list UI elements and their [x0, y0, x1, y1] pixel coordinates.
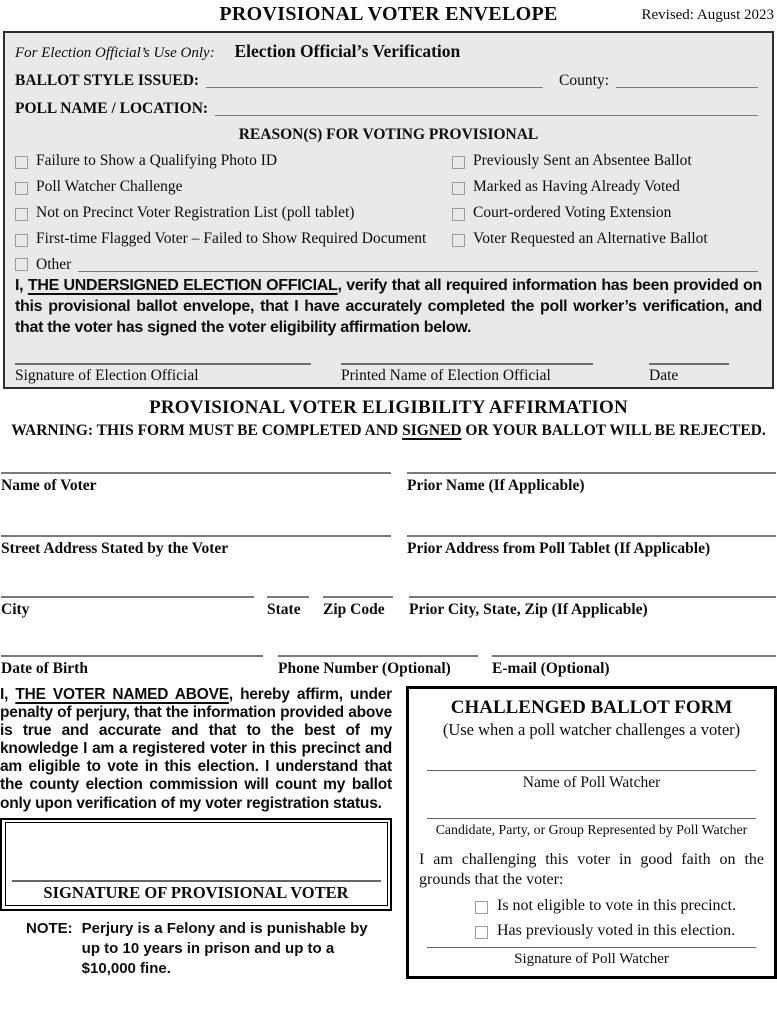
reasons-checkbox-grid [15, 152, 762, 248]
ballot-style-input-line[interactable] [206, 73, 543, 88]
reason-checkbox[interactable] [15, 182, 28, 195]
prior-address-input-line[interactable] [407, 535, 776, 537]
reason-item [15, 204, 452, 222]
verification-title: Election Official’s Verification [234, 41, 461, 61]
dob-field [1, 655, 263, 678]
city-state-zip-row [0, 596, 777, 619]
note-text: Perjury is a Felony and is punishable by up to 10 years in prison and up to a $10,000 fine. [81, 919, 368, 977]
reason-item [15, 230, 452, 248]
challenged-ballot-form-box [406, 686, 777, 979]
provisional-voter-signature-label: SIGNATURE OF PROVISIONAL VOTER [43, 883, 349, 903]
official-signature-row [15, 363, 762, 385]
reason-item [452, 152, 762, 170]
revision-date: Revised: August 2023 [641, 7, 774, 23]
prior-address-label: Prior Address from Poll Tablet (If Applicable) [407, 539, 711, 557]
reason-label: Not on Precinct Voter Registration List (poll tablet) [36, 204, 355, 221]
prior-city-input-line[interactable] [409, 596, 776, 598]
poll-name-row [15, 100, 762, 118]
street-address-input-line[interactable] [1, 535, 391, 537]
official-affirmation-rest: , verify that all required information has been provided on this provisional ballot envelope, that I have accurately completed the poll worker’s verification, and that the voter has signed the voter eligibility affirmation below. [15, 277, 762, 336]
poll-watcher-signature-line[interactable] [427, 947, 756, 948]
phone-field [278, 655, 478, 678]
note-label: NOTE: [26, 919, 73, 937]
reason-label: Poll Watcher Challenge [36, 178, 183, 195]
reason-label: First-time Flagged Voter – Failed to Show Required Document [36, 230, 427, 247]
email-field [492, 655, 776, 678]
reason-other-input-line[interactable] [78, 257, 758, 272]
prior-name-input-line[interactable] [407, 472, 776, 474]
official-signature-field [15, 363, 311, 385]
voter-affirmation-column [0, 686, 392, 979]
reason-item [15, 178, 452, 196]
reasons-section-title: REASON(S) FOR VOTING PROVISIONAL [238, 126, 539, 143]
challenge-ground-checkbox[interactable] [475, 926, 488, 939]
reason-label: Marked as Having Already Voted [473, 178, 680, 195]
city-field [1, 596, 254, 619]
voter-name-field [1, 472, 391, 495]
prior-city-label: Prior City, State, Zip (If Applicable) [409, 600, 648, 618]
phone-label: Phone Number (Optional) [278, 659, 451, 677]
reason-label: Previously Sent an Absentee Ballot [473, 152, 692, 169]
county-label: County: [559, 72, 609, 89]
challenged-ballot-subtitle: (Use when a poll watcher challenges a voter) [442, 719, 741, 739]
reason-checkbox[interactable] [15, 156, 28, 169]
official-printed-name-line[interactable] [341, 363, 593, 365]
reason-checkbox[interactable] [452, 234, 465, 247]
voter-statement-rest: , hereby affirm, under penalty of perjury, that the information provided above is true and accurate and that to the best of my knowledge I am a registered voter in this precinct and am eligible to vote in this election. I understand that the county election commission will count my ballot only upon verification of my voter registration status. [0, 685, 392, 812]
reason-checkbox[interactable] [452, 156, 465, 169]
poll-watcher-name-input-line[interactable] [427, 770, 756, 771]
prior-city-field [409, 596, 776, 619]
email-label: E-mail (Optional) [492, 659, 610, 677]
zip-label: Zip Code [323, 600, 385, 618]
reason-other-checkbox[interactable] [15, 258, 28, 271]
ballot-style-row [15, 72, 762, 90]
official-printed-name-field [341, 363, 593, 385]
state-input-line[interactable] [267, 596, 309, 598]
warning-underlined: SIGNED [402, 421, 462, 439]
reason-label: Failure to Show a Qualifying Photo ID [36, 152, 278, 169]
official-date-label: Date [649, 366, 679, 384]
poll-name-label: POLL NAME / LOCATION: [15, 100, 209, 117]
warning-post: OR YOUR BALLOT WILL BE REJECTED. [461, 421, 766, 439]
bottom-section [0, 686, 777, 979]
poll-watcher-signature-field [419, 947, 764, 968]
poll-watcher-name-label: Name of Poll Watcher [522, 773, 661, 791]
challenged-ballot-title: CHALLENGED BALLOT FORM [450, 696, 733, 718]
zip-input-line[interactable] [323, 596, 393, 598]
form-header [0, 0, 777, 31]
reason-checkbox[interactable] [452, 208, 465, 221]
city-label: City [1, 600, 30, 618]
official-date-line[interactable] [649, 363, 729, 365]
official-signature-line[interactable] [15, 363, 311, 365]
street-address-row [0, 535, 777, 558]
reason-label: Court-ordered Voting Extension [473, 204, 672, 221]
challenge-statement: I am challenging this voter in good faith on the grounds that the voter: [419, 850, 764, 888]
reason-item [452, 178, 762, 196]
state-field [267, 596, 309, 619]
phone-input-line[interactable] [278, 655, 478, 657]
challenge-ground-label: Is not eligible to vote in this precinct. [497, 896, 737, 914]
county-input-line[interactable] [616, 73, 758, 88]
street-address-label: Street Address Stated by the Voter [1, 539, 229, 557]
official-affirmation-underlined: THE UNDERSIGNED ELECTION OFFICIAL [27, 277, 338, 294]
official-date-field [649, 363, 729, 385]
prior-name-label: Prior Name (If Applicable) [407, 476, 585, 494]
official-printed-name-label: Printed Name of Election Official [341, 366, 551, 384]
city-input-line[interactable] [1, 596, 254, 598]
provisional-voter-signature-area[interactable] [5, 822, 388, 906]
poll-watcher-candidate-label: Candidate, Party, or Group Represented by Poll Watcher [435, 821, 748, 837]
voter-name-label: Name of Voter [1, 476, 97, 494]
warning-text [0, 422, 777, 440]
reason-item [15, 152, 452, 170]
official-signature-label: Signature of Election Official [15, 366, 199, 384]
reason-checkbox[interactable] [15, 208, 28, 221]
ballot-style-label: BALLOT STYLE ISSUED: [15, 72, 200, 89]
poll-watcher-signature-label: Signature of Poll Watcher [514, 950, 669, 967]
voter-affirmation-paragraph [0, 686, 392, 813]
eligibility-affirmation-title: PROVISIONAL VOTER ELIGIBILITY AFFIRMATION [149, 396, 628, 418]
official-affirmation-pre: I, [15, 277, 28, 294]
prior-address-field [407, 535, 776, 558]
provisional-voter-signature-box [0, 818, 392, 911]
warning-pre: WARNING: THIS FORM MUST BE COMPLETED AND [11, 421, 403, 439]
state-label: State [267, 600, 301, 618]
voter-name-input-line[interactable] [1, 472, 391, 474]
reason-checkbox[interactable] [15, 234, 28, 247]
reason-label: Voter Requested an Alternative Ballot [473, 230, 708, 247]
reason-checkbox[interactable] [452, 182, 465, 195]
voter-name-row [0, 472, 777, 495]
reason-other-row [15, 256, 762, 274]
challenge-ground-item [475, 922, 764, 940]
official-use-header [15, 41, 762, 62]
challenge-ground-checkbox[interactable] [475, 901, 488, 914]
challenge-ground-item [475, 897, 764, 915]
poll-name-input-line[interactable] [215, 101, 758, 116]
voter-statement-pre: I, [0, 685, 16, 703]
perjury-note [0, 919, 392, 979]
prior-name-field [407, 472, 776, 495]
election-official-verification-section [3, 31, 774, 389]
official-use-only-label: For Election Official’s Use Only: [15, 45, 215, 61]
email-input-line[interactable] [492, 655, 776, 657]
reason-item [452, 230, 762, 248]
dob-phone-email-row [0, 655, 777, 678]
official-affirmation-paragraph [15, 276, 762, 339]
challenge-ground-label: Has previously voted in this election. [497, 921, 736, 939]
poll-watcher-candidate-input-line[interactable] [427, 818, 756, 819]
zip-field [323, 596, 393, 619]
form-title: PROVISIONAL VOTER ENVELOPE [219, 3, 558, 25]
reason-item [452, 204, 762, 222]
dob-label: Date of Birth [1, 659, 88, 677]
street-address-field [1, 535, 391, 558]
dob-input-line[interactable] [1, 655, 263, 657]
reason-other-label: Other [36, 256, 72, 273]
voter-statement-underlined: THE VOTER NAMED ABOVE [15, 685, 229, 703]
